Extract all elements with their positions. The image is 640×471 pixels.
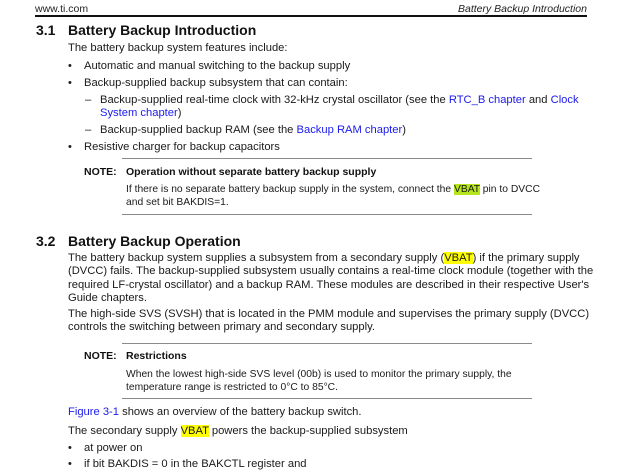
backup-ram-chapter-link[interactable]: Backup RAM chapter: [296, 124, 403, 136]
paragraph-text: Guide chapters.: [68, 292, 147, 305]
note-bottom-rule: [122, 398, 532, 399]
paragraph-text: The battery backup system supplies a subsystem from a secondary supply (: [68, 252, 445, 264]
paragraph-text: shows an overview of the battery backup switch.: [119, 406, 362, 418]
header-running-title: Battery Backup Introduction: [458, 3, 587, 15]
bullet-icon: •: [68, 458, 72, 470]
paragraph-text: The high-side SVS (SVSH) that is located in the PMM module and supervises the primary supply (DVCC): [68, 308, 590, 320]
list-item: at power on: [84, 442, 143, 454]
figure-3-1-link[interactable]: Figure 3-1: [68, 406, 119, 418]
clock-system-chapter-link[interactable]: Clock: [550, 94, 579, 106]
section-3-2-number: 3.2: [36, 233, 56, 249]
bullet-icon: •: [68, 60, 72, 72]
note-label: NOTE:: [84, 350, 117, 362]
vbat-highlight: VBAT: [180, 425, 209, 437]
bullet-icon: •: [68, 77, 72, 89]
sub-item-text: and: [525, 94, 551, 106]
bullet-icon: •: [68, 141, 72, 153]
note-text: [126, 184, 546, 209]
list-item: Backup-supplied backup subsystem that can contain:: [84, 77, 348, 89]
paragraph-text: powers the backup-supplied subsystem: [208, 425, 408, 437]
note-top-rule: [122, 158, 532, 159]
note-text-part: and set bit BAKDIS=1.: [126, 196, 229, 208]
paragraph-text: The secondary supply: [68, 425, 181, 437]
paragraph-text: ) if the primary supply: [472, 252, 580, 264]
sub-list-item-rtc-cont: [100, 107, 181, 120]
note-top-rule: [122, 343, 532, 344]
sub-list-item-rtc: [100, 94, 600, 107]
note-label: NOTE:: [84, 166, 117, 178]
note-title: Operation without separate battery backup supply: [126, 166, 377, 178]
section-3-2-paragraph-2: [68, 308, 628, 335]
list-item: if bit BAKDIS = 0 in the BAKCTL register and: [84, 458, 307, 470]
sub-item-text: ): [402, 124, 406, 136]
dash-icon: –: [85, 94, 92, 106]
section-3-1-number: 3.1: [36, 22, 56, 38]
note-text-part: If there is no separate battery backup supply in the system, connect the: [126, 184, 454, 195]
note-title: Restrictions: [126, 350, 187, 362]
paragraph-text: required LF-crystal oscillator) and a backup RAM. These modules are described in their respective User's: [68, 278, 590, 291]
paragraph-text: (DVCC) fails. The backup-supplied subsystem usually contains a real-time clock module (together with the: [68, 265, 594, 278]
list-item: Automatic and manual switching to the backup supply: [84, 60, 351, 72]
note-text: [126, 369, 546, 394]
section-3-1-title: Battery Backup Introduction: [68, 22, 257, 38]
note-text-part: pin to DVCC: [479, 184, 541, 195]
sub-item-text: Backup-supplied real-time clock with 32-kHz crystal oscillator (see the: [100, 94, 449, 106]
vbat-highlight: VBAT: [444, 252, 473, 264]
section-3-2-title: Battery Backup Operation: [68, 233, 241, 249]
bullet-icon: •: [68, 442, 72, 454]
clock-system-chapter-link-cont[interactable]: System chapter: [100, 107, 178, 119]
vbat-highlight: VBAT: [453, 184, 480, 195]
sub-list-item-ram: [100, 124, 406, 137]
header-site: www.ti.com: [35, 3, 89, 15]
note-text-part: temperature range is restricted to 0°C to 85°C.: [126, 381, 338, 393]
note-bottom-rule: [122, 214, 532, 215]
dash-icon: –: [85, 124, 92, 136]
figure-reference-paragraph: [68, 406, 362, 419]
list-item: Resistive charger for backup capacitors: [84, 141, 280, 153]
section-3-1-intro: The battery backup system features include:: [68, 42, 288, 54]
sub-item-text: Backup-supplied backup RAM (see the: [100, 124, 297, 136]
sub-item-text: ): [177, 107, 182, 119]
header-rule: [35, 15, 587, 17]
secondary-supply-paragraph: [68, 425, 408, 438]
paragraph-text: controls the switching between primary and secondary supply.: [68, 321, 375, 334]
section-3-2-paragraph-1: [68, 252, 628, 306]
note-text-part: When the lowest high-side SVS level (00b) is used to monitor the primary supply, the: [126, 369, 512, 380]
rtc-b-chapter-link[interactable]: RTC_B chapter: [448, 94, 526, 106]
